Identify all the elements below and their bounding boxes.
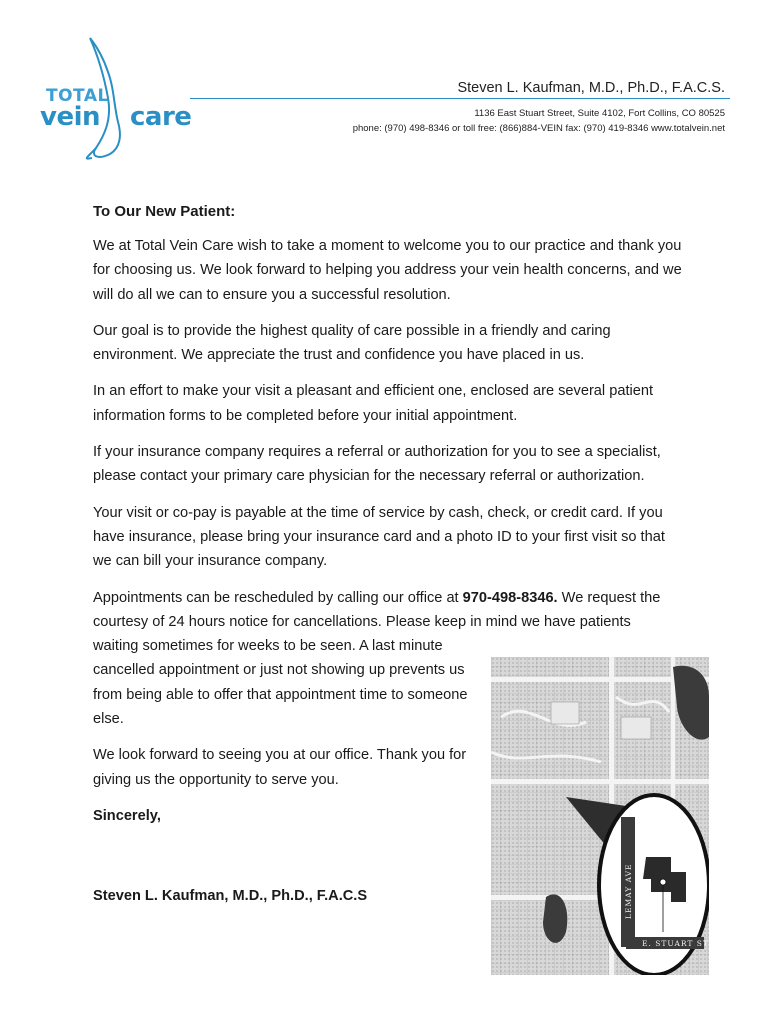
letter-closing: Sincerely, (93, 807, 161, 824)
paragraph-thanks: We look forward to seeing you at our office. Thank you for giving us the opportunity to serve you. (93, 747, 467, 788)
doctor-name: Steven L. Kaufman, M.D., Ph.D., F.A.C.S. (457, 80, 725, 96)
paragraph-welcome: We at Total Vein Care wish to take a moment to welcome you to our practice and thank you for choosing us. We look forward to helping you address your vein health concerns, and we will do all we can to ensure you a successful resolution. (93, 238, 682, 303)
contact-info: phone: (970) 498-8346 or toll free: (866)884-VEIN fax: (970) 419-8346 www.totalvein.net (352, 123, 725, 134)
appointments-text-2: We request the courtesy of 24 hours notice for cancellations. Please keep in mind we have patients (93, 589, 661, 630)
signature-name: Steven L. Kaufman, M.D., Ph.D., F.A.C.S (93, 888, 368, 904)
paragraph-referral: If your insurance company requires a referral or authorization for you to see a specialist, please contact your primary care physician for the necessary referral or authorization. (93, 444, 661, 485)
logo-care-text: care (130, 102, 192, 132)
paragraph-goal: Our goal is to provide the highest quality of care possible in a friendly and caring environment. We appreciate the trust and confidence you have placed in us. (93, 322, 611, 364)
street-label-stuart: E. STUART ST (642, 939, 709, 948)
paragraph-appointments (93, 586, 683, 635)
paragraph-payment: Your visit or co-pay is payable at the time of service by cash, check, or credit card. If you have insurance, please bring your insurance card and a photo ID to your first visit so that we can bill your insurance company. (93, 504, 665, 570)
header-divider (190, 98, 730, 99)
office-address: 1136 East Stuart Street, Suite 4102, Fort Collins, CO 80525 (474, 108, 725, 119)
appointments-text: Appointments can be rescheduled by calling our office at (93, 589, 463, 606)
paragraph-forms: In an effort to make your visit a pleasant and efficient one, enclosed are several patient information forms to be completed before your initial appointment. (93, 383, 654, 424)
letter-greeting: To Our New Patient: (93, 203, 236, 220)
total-vein-care-logo (38, 36, 208, 166)
location-map (491, 657, 709, 975)
street-label-lemay: LEMAY AVE (624, 863, 633, 919)
logo-total-text: TOTAL (46, 86, 109, 106)
paragraph-appointments-cont: waiting sometimes for weeks to be seen. A last minute cancelled appointment or just not showing up prevents us from being able to offer that appointment time to someone else. (93, 638, 468, 728)
office-phone: 970-498-8346. (462, 589, 558, 606)
logo-vein-text: vein (40, 102, 101, 132)
